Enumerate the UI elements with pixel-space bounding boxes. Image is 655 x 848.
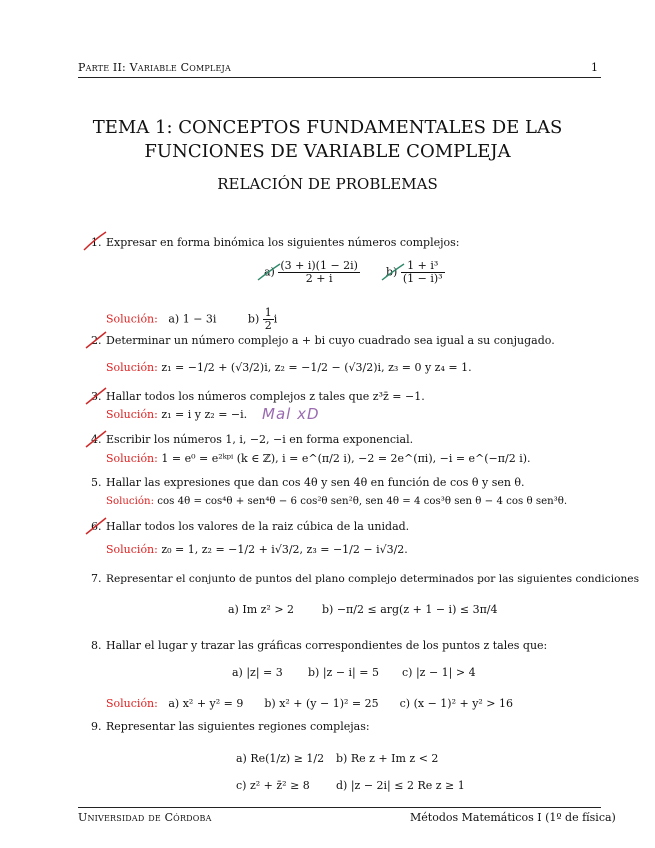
problem-9-b: b) Re z + Im z < 2 (336, 752, 439, 765)
title-line-2: FUNCIONES DE VARIABLE COMPLEJA (144, 141, 511, 162)
problem-8-solution (106, 697, 513, 711)
page-number: 1 (591, 61, 599, 74)
problem-2-text: Determinar un número complejo a + bi cuyo cuadrado sea igual a su conjugado. (106, 334, 555, 347)
problem-7-a: a) Im z² > 2 (228, 603, 295, 616)
problem-1-number: 1. (91, 236, 102, 249)
problem-5-text: Hallar las expresiones que dan cos 4θ y sen 4θ en función de cos θ y sen θ. (106, 476, 525, 489)
header-left: Parte II: Variable Compleja (78, 61, 231, 74)
solution-label: Solución: (106, 496, 155, 507)
problem-5-solution (106, 495, 567, 509)
problem-1-sol-a: a) 1 − 3i (168, 312, 217, 326)
problem-8-number: 8. (91, 639, 102, 652)
header-rule (78, 77, 601, 78)
pen-strike-problem-1 (80, 230, 120, 254)
problem-9-text: Representar las siguientes regiones complejas: (106, 720, 370, 733)
problem-2-solution (106, 361, 472, 375)
problem-3-number: 3. (91, 390, 102, 403)
problem-8-a: a) |z| = 3 (232, 666, 283, 679)
problem-5-number: 5. (91, 476, 102, 489)
problem-7-b: b) −π/2 ≤ arg(z + 1 − i) ≤ 3π/4 (322, 603, 498, 616)
problem-8-sol-b: b) x² + (y − 1)² = 25 (264, 697, 379, 710)
pen-strike-problem-3 (82, 386, 112, 408)
problem-3-text: Hallar todos los números complejos z tales que z³z̄ = −1. (106, 390, 425, 403)
pen-check-problem-1a (256, 262, 286, 286)
handwritten-note: Mal xD (262, 405, 320, 423)
problem-7-number: 7. (91, 572, 102, 585)
pen-check-problem-1b (380, 262, 410, 286)
problem-8-sol-a: a) x² + y² = 9 (168, 697, 244, 710)
footer-rule (78, 807, 601, 808)
problem-9-a: a) Re(1/z) ≥ 1/2 (236, 752, 325, 765)
problem-1-a-denominator: 2 + i (305, 272, 333, 285)
problem-1-sol-b-fraction (263, 307, 274, 332)
problem-2-number: 2. (91, 334, 102, 347)
problem-1-b-label: b) (386, 265, 398, 279)
problem-8-sol-c: c) (x − 1)² + y² > 16 (399, 697, 514, 710)
problem-9-number: 9. (91, 720, 102, 733)
problem-1-sol-b-denominator: 2 (264, 319, 272, 332)
problem-6-number: 6. (91, 520, 102, 533)
problem-1-a-numerator: (3 + i)(1 − 2i) (280, 259, 358, 272)
problem-4-solution (106, 452, 531, 466)
problem-9-d: d) |z − 2i| ≤ 2 Re z ≥ 1 (336, 779, 465, 792)
problem-9-c: c) z² + z̄² ≥ 8 (236, 779, 310, 792)
problem-1-solution (106, 307, 277, 332)
problem-6-solution (106, 543, 408, 557)
solution-label: Solución: (106, 361, 158, 374)
problem-1-a-fraction (278, 260, 360, 285)
problem-1-sol-b-tail: i (273, 312, 278, 326)
problem-2-sol: z₁ = −1/2 + (√3/2)i, z₂ = −1/2 − (√3/2)i, z₃ = 0 y z₄ = 1. (161, 361, 472, 374)
pen-strike-problem-2 (82, 330, 112, 352)
problem-8-text: Hallar el lugar y trazar las gráficas correspondientes de los puntos z tales que: (106, 639, 548, 652)
problem-1-sol-b-numerator: 1 (264, 306, 272, 319)
problem-1-text: Expresar en forma binómica los siguientes números complejos: (106, 236, 460, 249)
footer-left: Universidad de Córdoba (78, 811, 212, 824)
solution-label: Solución: (106, 408, 158, 421)
problem-7-text: Representar el conjunto de puntos del plano complejo determinados por las siguientes condiciones (106, 573, 640, 585)
footer-right: Métodos Matemáticos I (1º de física) (410, 811, 616, 824)
solution-label: Solución: (106, 452, 158, 465)
pen-strike-problem-6 (82, 516, 112, 538)
problem-1-sol-b-label: b) (247, 312, 260, 326)
problem-8-b: b) |z − i| = 5 (308, 666, 379, 679)
solution-label: Solución: (106, 312, 158, 326)
problem-4-number: 4. (91, 433, 102, 446)
solution-label: Solución: (106, 543, 158, 556)
subtitle: RELACIÓN DE PROBLEMAS (217, 175, 438, 193)
pen-strike-problem-4 (82, 429, 112, 451)
problem-3-solution (106, 408, 247, 422)
problem-1-b-numerator: 1 + i³ (401, 260, 445, 273)
problem-4-text: Escribir los números 1, i, −2, −i en forma exponencial. (106, 433, 414, 446)
problem-6-sol: z₀ = 1, z₂ = −1/2 + i√3/2, z₃ = −1/2 − i√3/2. (161, 543, 408, 556)
problem-5-sol: cos 4θ = cos⁴θ + sen⁴θ − 6 cos²θ sen²θ, sen 4θ = 4 cos³θ sen θ − 4 cos θ sen³θ. (157, 496, 568, 507)
problem-3-sol: z₁ = i y z₂ = −i. (161, 408, 248, 421)
solution-label: Solución: (106, 697, 158, 710)
title-line-1: TEMA 1: CONCEPTOS FUNDAMENTALES DE LAS (92, 117, 563, 138)
problem-8-c: c) |z − 1| > 4 (402, 666, 476, 679)
problem-1-b-denominator: (1 − i)³ (402, 272, 443, 285)
problem-4-sol: 1 = e⁰ = e²ᵏᵖⁱ (k ∈ ℤ), i = e^(π/2 i), −2 = 2e^(πi), −i = e^(−π/2 i). (161, 452, 531, 465)
problem-1-a-label: a) (264, 265, 275, 279)
problem-6-text: Hallar todos los valores de la raiz cúbica de la unidad. (106, 520, 410, 533)
